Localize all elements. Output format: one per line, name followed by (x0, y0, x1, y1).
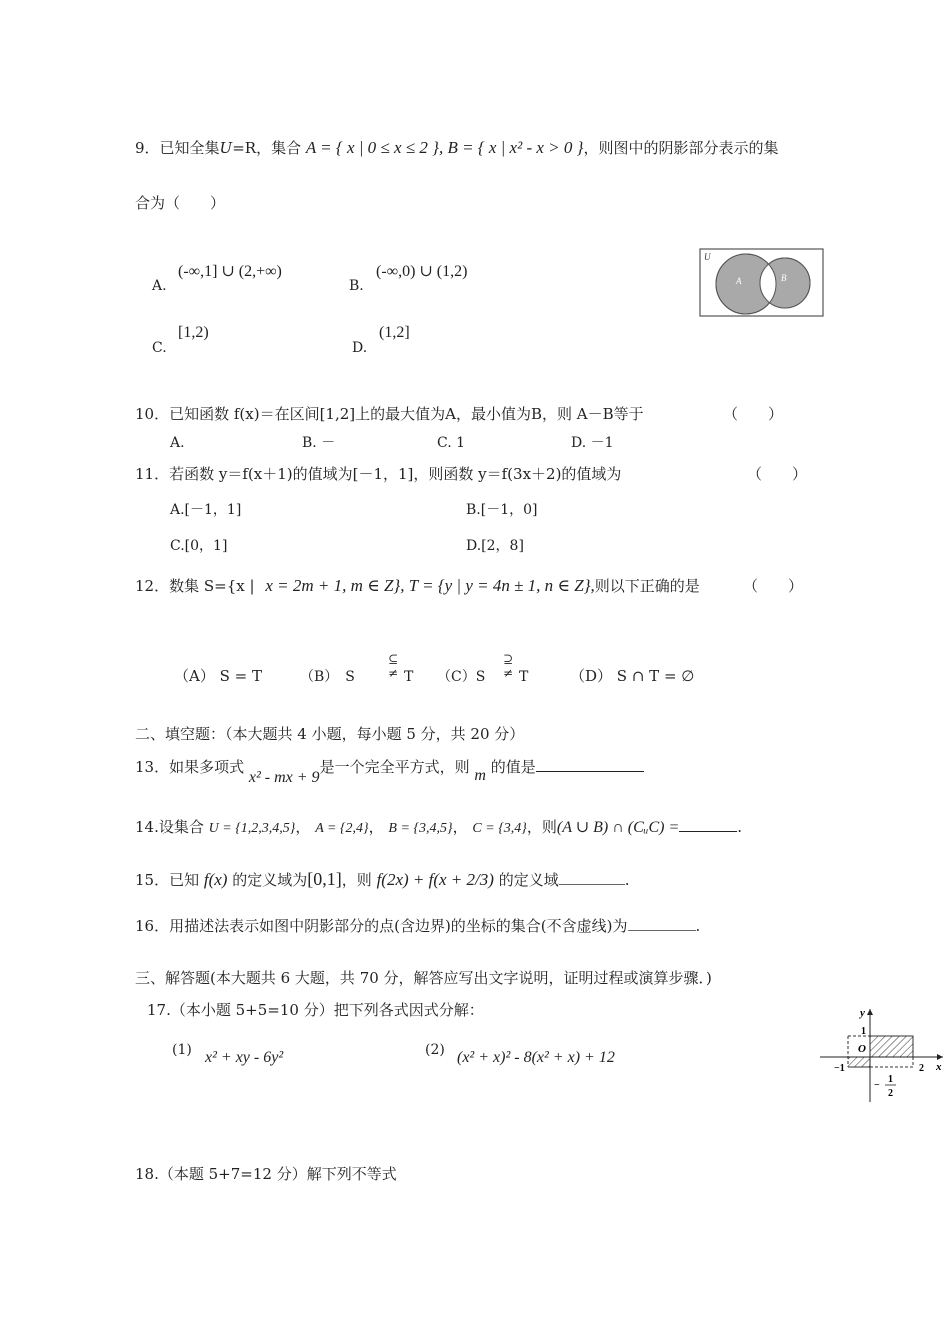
q12-opt-a: （A） S = T (174, 667, 262, 685)
q11-paren: （ ） (747, 465, 808, 483)
q15-answer-blank[interactable] (559, 870, 625, 885)
shaded-region-upper (870, 1036, 913, 1057)
tick-label-1: 1 (861, 1026, 866, 1037)
q15-expr: f(2x) + f(x + 2/3) (376, 870, 494, 889)
q12-paren: （ ） (743, 577, 804, 595)
q9-set-B: , B = { x | x² - x > 0 } (438, 138, 584, 157)
q12-prefix: 12．数集 S={x | (135, 577, 255, 595)
q12-line (135, 576, 700, 596)
q14-set-a: A = {2,4} (315, 821, 369, 836)
q11-stem: 11．若函数 y＝f(x＋1)的值域为[－1，1]，则函数 y＝f(3x＋2)的值域为 (135, 465, 622, 483)
q17-part1-label: (1) (172, 1042, 192, 1058)
q15-fx: f(x) (203, 870, 228, 889)
q13-prefix: 13．如果多项式 (135, 758, 245, 776)
q13-mid: 是一个完全平方式，则 (319, 758, 470, 776)
q11-opt-d: D.[2，8] (466, 538, 524, 554)
origin-label: O (858, 1043, 866, 1055)
q9-opt-b-label: B. (349, 278, 364, 294)
q14-expr: (A ∪ B) ∩ (CᵤC) = (556, 819, 680, 836)
q13-answer-blank[interactable] (536, 757, 644, 772)
q14-end: . (737, 818, 743, 836)
q12-math: x = 2m + 1, m ∈ Z}, T = {y | y = 4n ± 1, n ∈ Z}, (265, 576, 595, 595)
q9-line1 (135, 138, 778, 158)
q14-prefix: 14.设集合 (135, 818, 204, 836)
q14-answer-blank[interactable] (679, 817, 737, 832)
q17-part2-expr: (x² + x)² - 8(x² + x) + 12 (457, 1049, 615, 1066)
q15-end: . (624, 871, 630, 889)
q10-stem: 10．已知函数 f(x)＝在区间[1,2]上的最大值为A，最小值为B，则 A－B等于 (135, 405, 644, 423)
section-2-heading: 二、填空题：（本大题共 4 小题，每小题 5 分，共 20 分） (135, 725, 525, 743)
q12-opt-c-t: T (519, 669, 529, 685)
q14-set-b: B = {3,4,5} (388, 821, 453, 836)
q10-opt-c: C. 1 (437, 435, 466, 451)
q16-end: . (695, 917, 701, 935)
venn-label-b: B (781, 273, 787, 283)
q15-then: ，则 (341, 871, 372, 889)
q9-suffix: ，则图中的阴影部分表示的集 (583, 139, 779, 157)
q13-line (135, 757, 644, 786)
q9-U: U (219, 139, 233, 157)
q10-paren: （ ） (723, 405, 784, 423)
q9-opt-c-label: C. (152, 340, 167, 356)
q14-line: 14.设集合 U = {1,2,3,4,5}， A = {2,4}， B = {3,4,5}， C = {3,4}，则(A ∪ B) ∩ (CᵤC) = . (135, 818, 743, 836)
q12-opt-c-symbol: ⊇ ≠ (502, 652, 514, 680)
q9-opt-a: (-∞,1] ∪ (2,+∞) (178, 263, 282, 280)
venn-label-a: A (736, 276, 742, 286)
q9-opt-d: (1,2] (379, 324, 410, 341)
y-axis-label: y (860, 1007, 865, 1019)
x-axis-label: x (936, 1061, 942, 1073)
venn-diagram (699, 248, 825, 318)
shaded-region-lower (848, 1057, 870, 1067)
q15-domain: [0,1] (307, 869, 342, 889)
q15-suffix: 的定义域 (498, 871, 559, 889)
q16-answer-blank[interactable] (628, 916, 696, 931)
q17-part2-label: (2) (425, 1042, 445, 1058)
q9-opt-b: (-∞,0) ∪ (1,2) (376, 263, 468, 280)
q15-mid: 的定义域为 (232, 871, 308, 889)
q15-line (135, 869, 630, 890)
q11-opt-b: B.[－1，0] (466, 502, 538, 518)
q12-opt-b-symbol: ⊆ ≠ (387, 652, 399, 680)
q12-opt-b-label: （B） S (300, 669, 355, 685)
q11-opt-a: A.[－1，1] (170, 502, 242, 518)
q14-set-c: C = {3,4} (472, 821, 527, 836)
q9-opt-a-label: A. (152, 278, 167, 294)
q18-stem: 18.（本题 5+7=12 分）解下列不等式 (135, 1165, 397, 1183)
q15-prefix: 15．已知 (135, 871, 200, 889)
q13-suffix: 的值是 (490, 758, 536, 776)
tick-label-half-num: 1 (888, 1074, 893, 1085)
q11-opt-c: C.[0，1] (170, 538, 228, 554)
coordinate-graph (818, 1004, 946, 1104)
q13-m: m (474, 767, 486, 784)
q10-opt-d: D. －1 (571, 435, 614, 451)
venn-label-u: U (704, 252, 711, 262)
section-3-heading: 三、解答题(本大题共 6 大题，共 70 分，解答应写出文字说明，证明过程或演算步骤．) (135, 969, 712, 987)
q10-opt-a: A. (170, 435, 185, 451)
tick-label-neg-half-sign: − (874, 1080, 880, 1091)
q13-poly: x² - mx + 9 (248, 769, 320, 786)
q9-opt-d-label: D. (352, 340, 368, 356)
tick-label-neg1: −1 (834, 1063, 845, 1074)
q9-eq-R: =R，集合 (232, 139, 302, 157)
q14-set-u: U = {1,2,3,4,5} (208, 821, 296, 836)
q9-line2: 合为（ ） (135, 194, 226, 212)
q16-text: 16．用描述法表示如图中阴影部分的点(含边界)的坐标的集合(不含虚线)为 (135, 917, 628, 935)
q12-suffix: 则以下正确的是 (594, 577, 700, 595)
q12-opt-c-label: （C）S (437, 669, 486, 685)
q12-opt-b-t: T (404, 669, 414, 685)
q14-mid: ，则 (526, 818, 557, 836)
tick-label-half-den: 2 (888, 1088, 893, 1099)
q9-opt-c: [1,2) (178, 324, 209, 341)
q9-prefix: 9．已知全集 (135, 139, 220, 157)
q16-line (135, 916, 700, 936)
q17-stem: 17.（本小题 5+5=10 分）把下列各式因式分解： (147, 1001, 484, 1019)
q12-opt-d: （D） S ∩ T = ∅ (570, 667, 695, 685)
q9-set-A: A = { x | 0 ≤ x ≤ 2 } (305, 138, 439, 157)
tick-label-2: 2 (919, 1063, 924, 1074)
q10-opt-b: B. － (302, 435, 336, 451)
q17-part1-expr: x² + xy - 6y² (205, 1049, 284, 1066)
